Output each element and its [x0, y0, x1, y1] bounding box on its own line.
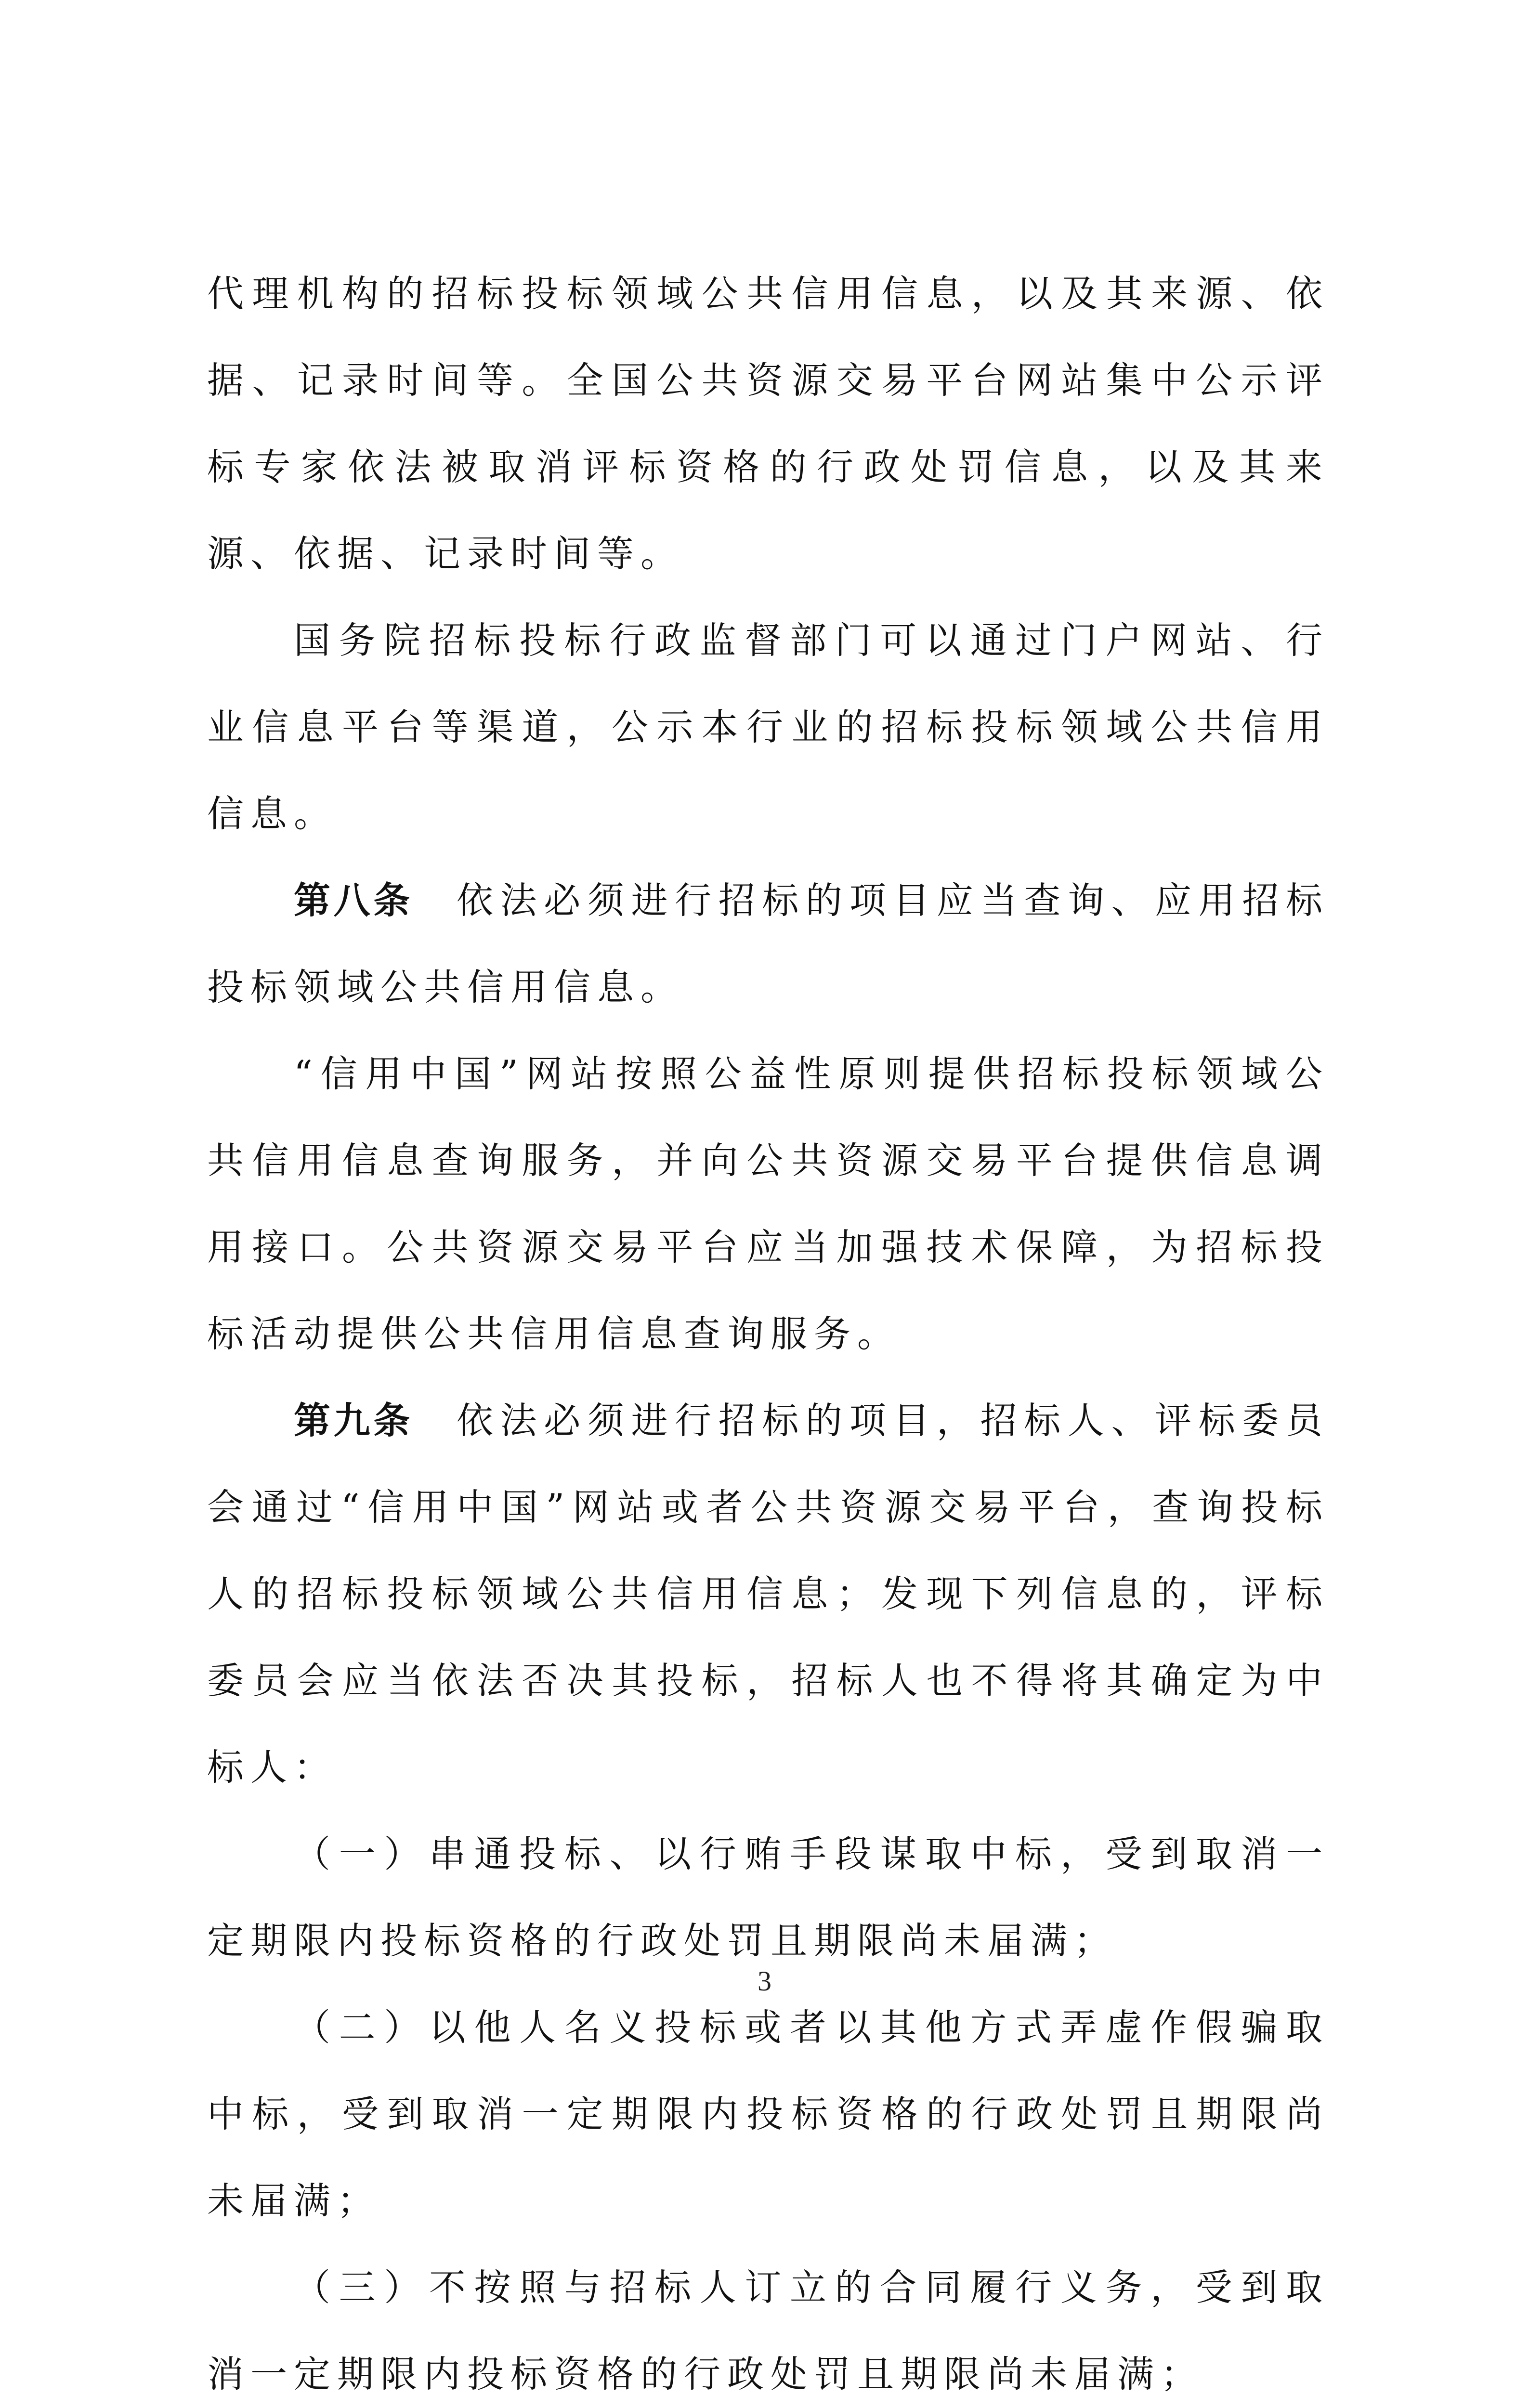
paragraph-text: （二）以他人名义投标或者以其他方式弄虚作假骗取中标，受到取消一定期限内投标资格的行政处罚且期限尚未届满；: [207, 2006, 1329, 2222]
paragraph-text: 国务院招标投标行政监督部门可以通过门户网站、行业信息平台等渠道，公示本行业的招标投标领域公共信用信息。: [207, 619, 1329, 835]
paragraph-text: “信用中国”网站按照公益性原则提供招标投标领域公共信用信息查询服务，并向公共资源交易平台提供信息调用接口。公共资源交易平台应当加强技术保障，为招标投标活动提供公共信用信息查询服务。: [207, 1052, 1329, 1355]
paragraph-text: （一）串通投标、以行贿手段谋取中标，受到取消一定期限内投标资格的行政处罚且期限尚未届满；: [207, 1832, 1329, 1962]
article-9-paragraph: [207, 1377, 1329, 1811]
list-item-3: [207, 2244, 1329, 2408]
document-body: [207, 250, 1329, 2408]
list-item-1: [207, 1811, 1329, 1984]
paragraph-1: [207, 250, 1329, 597]
paragraph-text: 代理机构的招标投标领域公共信用信息，以及其来源、依据、记录时间等。全国公共资源交易平台网站集中公示评标专家依法被取消评标资格的行政处罚信息，以及其来源、依据、记录时间等。: [207, 272, 1329, 575]
paragraph-text: （三）不按照与招标人订立的合同履行义务，受到取消一定期限内投标资格的行政处罚且期限尚未届满；: [207, 2266, 1329, 2395]
article-8-paragraph: [207, 857, 1329, 1031]
paragraph-text: 依法必须进行招标的项目，招标人、评标委员会通过“信用中国”网站或者公共资源交易平台，查询投标人的招标投标领域公共信用信息；发现下列信息的，评标委员会应当依法否决其投标，招标人也不得将其确定为中标人：: [207, 1399, 1330, 1789]
paragraph-4: [207, 1031, 1329, 1377]
paragraph-2: [207, 597, 1329, 857]
list-item-2: [207, 1984, 1329, 2244]
article-heading: 第九条: [294, 1399, 413, 1442]
paragraph-text: 依法必须进行招标的项目应当查询、应用招标投标领域公共信用信息。: [207, 879, 1330, 1008]
article-heading: 第八条: [294, 879, 413, 922]
page-number: 3: [758, 1965, 771, 1997]
